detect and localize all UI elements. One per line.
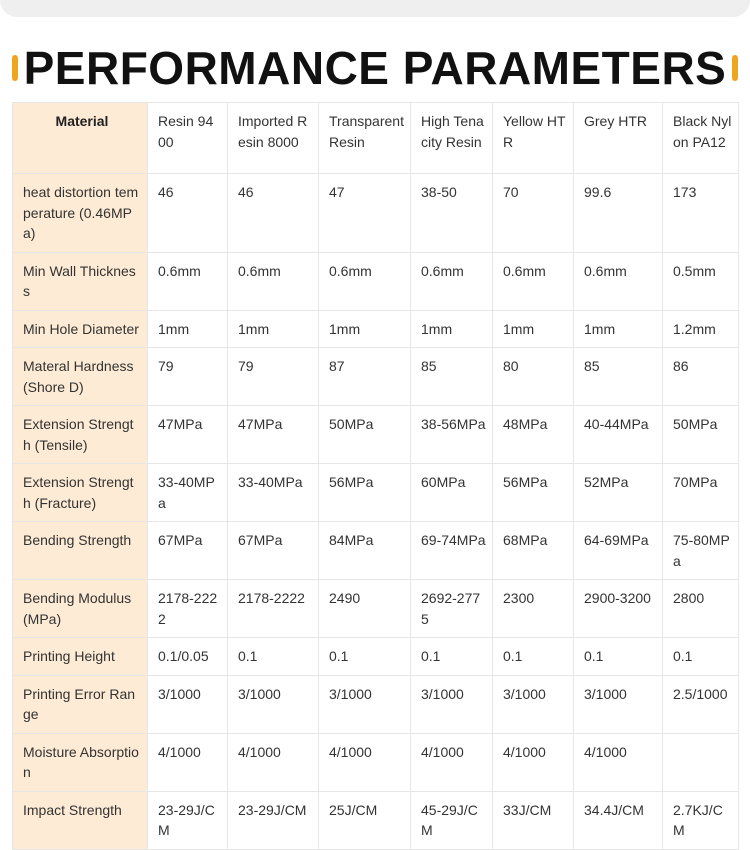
table-cell: 33-40MPa (148, 464, 228, 522)
table-row (13, 252, 739, 310)
table-cell: 4/1000 (319, 733, 411, 791)
row-label: Impact Strength (13, 791, 148, 849)
table-cell: 47MPa (228, 406, 319, 464)
table-cell: 2800 (663, 580, 739, 638)
table-cell: 40-44MPa (574, 406, 663, 464)
table-cell: 4/1000 (148, 733, 228, 791)
table-cell: 3/1000 (148, 675, 228, 733)
table-cell: 0.1/0.05 (148, 638, 228, 676)
table-cell: 0.1 (228, 638, 319, 676)
table-cell: 85 (411, 348, 493, 406)
top-bar (0, 0, 750, 17)
table-cell: 2.5/1000 (663, 675, 739, 733)
table-cell: 0.1 (319, 638, 411, 676)
table-cell: 0.6mm (319, 252, 411, 310)
table-cell: 75-80MPa (663, 522, 739, 580)
table-cell: 0.6mm (228, 252, 319, 310)
table-cell: 80 (493, 348, 574, 406)
table-cell: 1mm (411, 310, 493, 348)
table-cell: 1mm (148, 310, 228, 348)
title-block (0, 36, 750, 100)
table-cell: 0.1 (663, 638, 739, 676)
table-cell: 1mm (319, 310, 411, 348)
column-header: Imported Resin 8000 (228, 103, 319, 174)
table-cell: 0.6mm (411, 252, 493, 310)
table-cell: 4/1000 (493, 733, 574, 791)
table-cell: 2.7KJ/CM (663, 791, 739, 849)
row-label: Min Hole Diameter (13, 310, 148, 348)
table-cell: 50MPa (319, 406, 411, 464)
table-cell: 23-29J/CM (228, 791, 319, 849)
column-header: High Tenacity Resin (411, 103, 493, 174)
table-cell: 23-29J/CM (148, 791, 228, 849)
table-cell: 64-69MPa (574, 522, 663, 580)
table-cell: 69-74MPa (411, 522, 493, 580)
table-cell: 70 (493, 174, 574, 253)
table-cell: 46 (228, 174, 319, 253)
table-cell: 33-40MPa (228, 464, 319, 522)
table-row (13, 174, 739, 253)
header-label-cell: Material (13, 103, 148, 174)
table-cell: 56MPa (319, 464, 411, 522)
table-cell: 3/1000 (574, 675, 663, 733)
table-cell: 47 (319, 174, 411, 253)
column-header: Grey HTR (574, 103, 663, 174)
table-cell: 0.1 (411, 638, 493, 676)
table-cell: 47MPa (148, 406, 228, 464)
table-cell: 3/1000 (411, 675, 493, 733)
page-title: PERFORMANCE PARAMETERS (23, 42, 727, 94)
row-label: Bending Modulus(MPa) (13, 580, 148, 638)
row-label: Moisture Absorption (13, 733, 148, 791)
table-cell: 33J/CM (493, 791, 574, 849)
column-header: Black Nylon PA12 (663, 103, 739, 174)
table-row (13, 522, 739, 580)
row-label: Printing Error Range (13, 675, 148, 733)
row-label: Min Wall Thickness (13, 252, 148, 310)
table-cell: 173 (663, 174, 739, 253)
table-cell: 56MPa (493, 464, 574, 522)
table-cell: 0.1 (574, 638, 663, 676)
table-row (13, 675, 739, 733)
table-row (13, 733, 739, 791)
table-cell: 1mm (574, 310, 663, 348)
table-cell: 86 (663, 348, 739, 406)
column-header: Yellow HTR (493, 103, 574, 174)
table-cell: 4/1000 (411, 733, 493, 791)
table-cell: 50MPa (663, 406, 739, 464)
table-cell: 2178-2222 (228, 580, 319, 638)
table-cell: 68MPa (493, 522, 574, 580)
table-cell (663, 733, 739, 791)
column-header: Transparent Resin (319, 103, 411, 174)
table-cell: 46 (148, 174, 228, 253)
row-label: Extension Strength (Tensile) (13, 406, 148, 464)
table-cell: 79 (148, 348, 228, 406)
table-cell: 60MPa (411, 464, 493, 522)
row-label: heat distortion temperature (0.46MPa) (13, 174, 148, 253)
table-cell: 38-56MPa (411, 406, 493, 464)
table-cell: 25J/CM (319, 791, 411, 849)
table-row (13, 791, 739, 849)
table-cell: 4/1000 (228, 733, 319, 791)
table-row (13, 348, 739, 406)
table-cell: 2692-2775 (411, 580, 493, 638)
table-cell: 4/1000 (574, 733, 663, 791)
row-label: Materal Hardness (Shore D) (13, 348, 148, 406)
table-cell: 3/1000 (228, 675, 319, 733)
table-cell: 79 (228, 348, 319, 406)
table-row (13, 580, 739, 638)
table-cell: 2900-3200 (574, 580, 663, 638)
table-cell: 70MPa (663, 464, 739, 522)
table-cell: 3/1000 (319, 675, 411, 733)
table-cell: 45-29J/CM (411, 791, 493, 849)
table-cell: 0.1 (493, 638, 574, 676)
performance-table (12, 102, 739, 850)
table-cell: 87 (319, 348, 411, 406)
row-label: Extension Strength (Fracture) (13, 464, 148, 522)
table-cell: 0.6mm (574, 252, 663, 310)
row-label: Printing Height (13, 638, 148, 676)
table-cell: 38-50 (411, 174, 493, 253)
table-row (13, 638, 739, 676)
table-cell: 67MPa (148, 522, 228, 580)
header-row (13, 103, 739, 174)
table-cell: 1mm (228, 310, 319, 348)
table-cell: 0.5mm (663, 252, 739, 310)
table-cell: 0.6mm (493, 252, 574, 310)
table-cell: 52MPa (574, 464, 663, 522)
table-cell: 1mm (493, 310, 574, 348)
table-cell: 0.6mm (148, 252, 228, 310)
column-header: Resin 9400 (148, 103, 228, 174)
title-left-mark (12, 55, 18, 81)
table-cell: 85 (574, 348, 663, 406)
table-cell: 2178-2222 (148, 580, 228, 638)
table-cell: 2490 (319, 580, 411, 638)
table-cell: 48MPa (493, 406, 574, 464)
table-cell: 1.2mm (663, 310, 739, 348)
table-cell: 67MPa (228, 522, 319, 580)
table-row (13, 464, 739, 522)
table-cell: 99.6 (574, 174, 663, 253)
table-cell: 3/1000 (493, 675, 574, 733)
title-right-mark (732, 55, 738, 81)
row-label: Bending Strength (13, 522, 148, 580)
table-cell: 34.4J/CM (574, 791, 663, 849)
table-row (13, 406, 739, 464)
table-cell: 84MPa (319, 522, 411, 580)
table-cell: 2300 (493, 580, 574, 638)
table-row (13, 310, 739, 348)
